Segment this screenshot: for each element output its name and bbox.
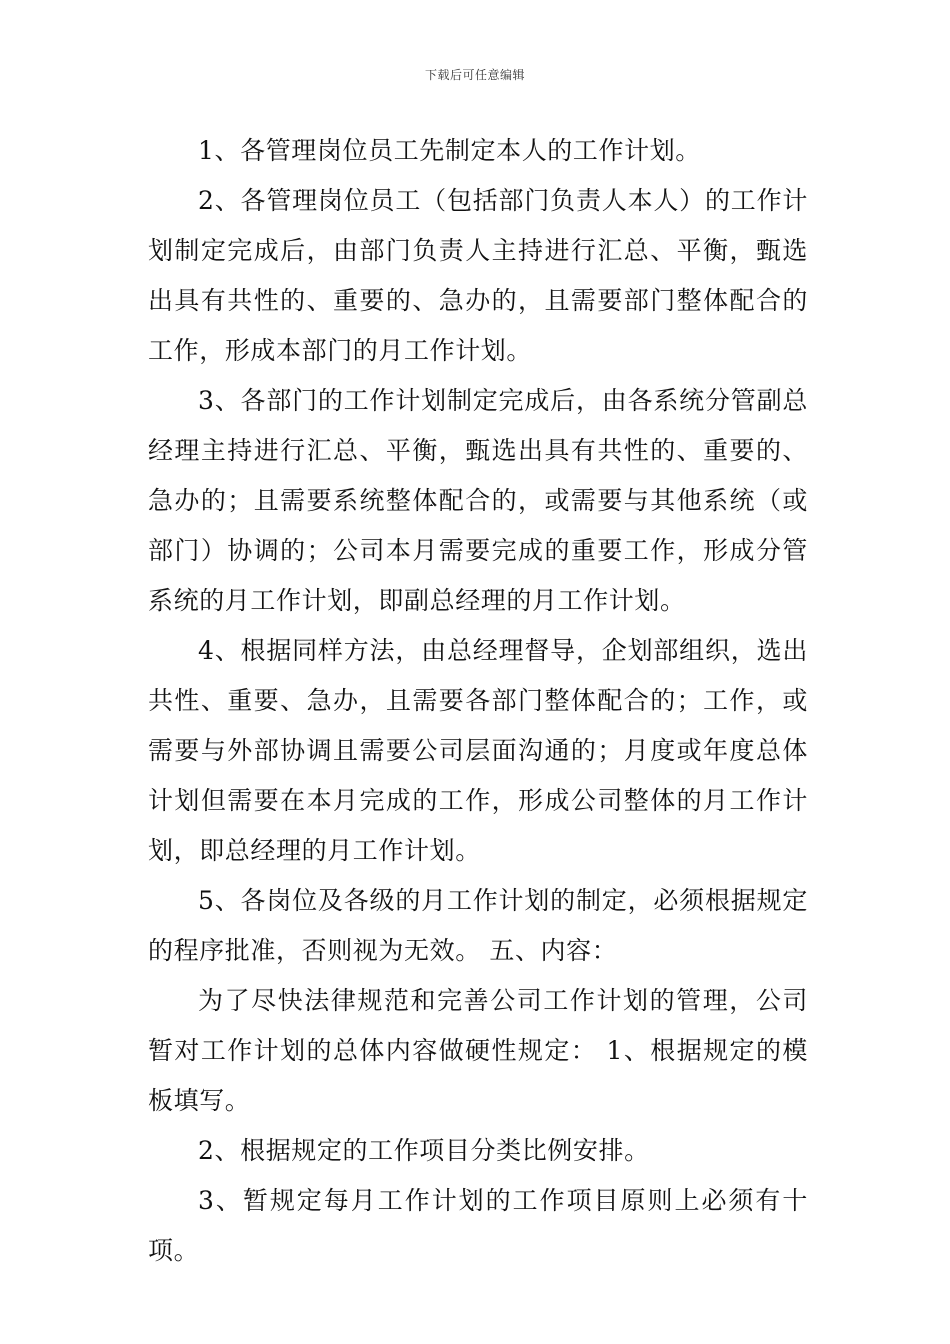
paragraph-7: 2、根据规定的工作项目分类比例安排。 [198, 1136, 650, 1165]
paragraph-1: 1、各管理岗位员工先制定本人的工作计划。 [198, 136, 701, 165]
page-header: 下载后可任意编辑 [424, 68, 525, 82]
paragraph-4: 4、根据同样方法，由总经理督导，企划部组织，选出共性、重要、急办，且需要各部门整体配合的；工作，或需要与外部协调且需要公司层面沟通的；月度或年度总体计划但需要在本月完成的工作，形成公司整体的月工作计划，即总经理的月工作计划。 [148, 636, 808, 865]
paragraph-5: 5、各岗位及各级的月工作计划的制定，必须根据规定的程序批准，否则视为无效。 五、内容： [148, 886, 808, 965]
paragraph-2: 2、各管理岗位员工（包括部门负责人本人）的工作计划制定完成后，由部门负责人主持进行汇总、平衡，甄选出具有共性的、重要的、急办的，且需要部门整体配合的工作，形成本部门的月工作计划。 [148, 186, 808, 365]
paragraph-6: 为了尽快法律规范和完善公司工作计划的管理，公司暂对工作计划的总体内容做硬性规定： 1、根据规定的模板填写。 [148, 986, 808, 1115]
paragraph-3: 3、各部门的工作计划制定完成后，由各系统分管副总经理主持进行汇总、平衡，甄选出具有共性的、重要的、急办的；且需要系统整体配合的，或需要与其他系统（或部门）协调的；公司本月需要完成的重要工作，形成分管系统的月工作计划，即副总经理的月工作计划。 [148, 386, 808, 615]
paragraph-8: 3、暂规定每月工作计划的工作项目原则上必须有十项。 [148, 1186, 808, 1265]
document-body [148, 126, 808, 1276]
